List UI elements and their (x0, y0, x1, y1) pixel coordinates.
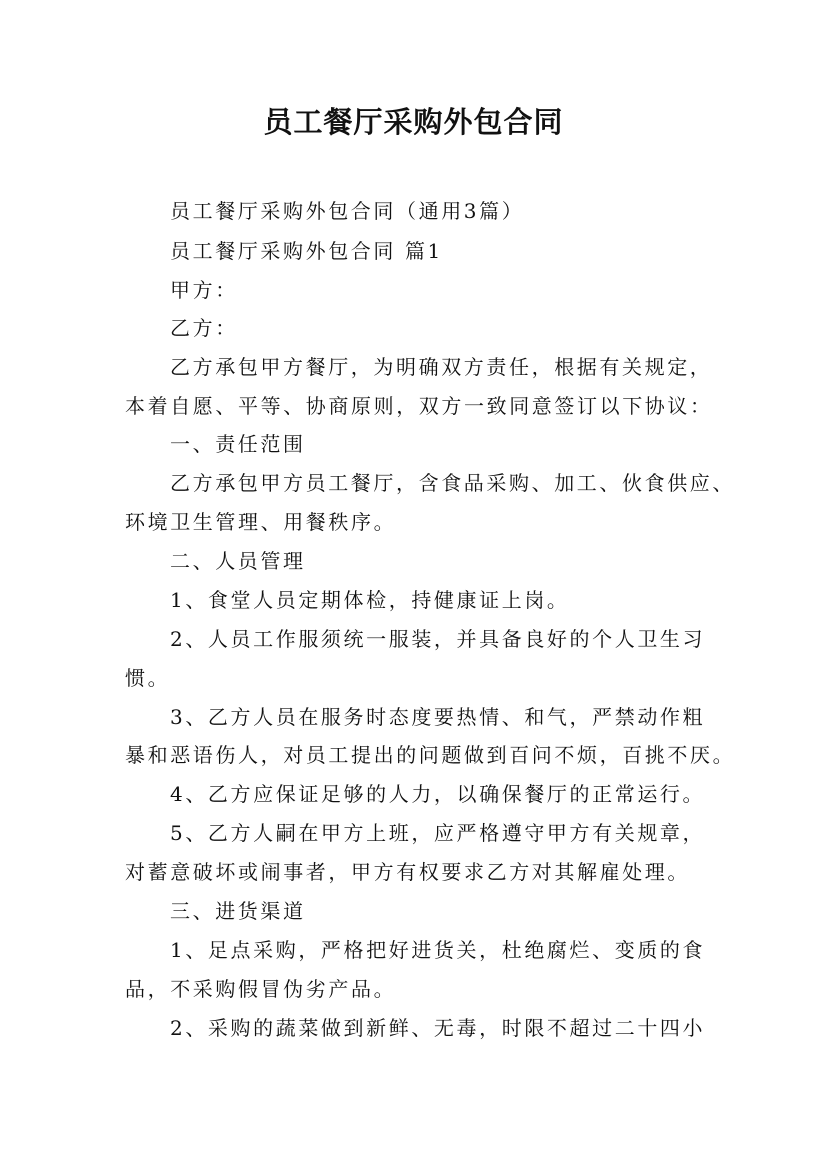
subtitle-line: 员工餐厅采购外包合同（通用3篇） (170, 199, 525, 223)
clause-heading-line: 二、人员管理 (170, 549, 306, 573)
paragraph-line: 对蓄意破坏或闹事者，甲方有权要求乙方对其解雇处理。 (125, 860, 690, 884)
party-a-line: 甲方： (170, 278, 238, 302)
paragraph-line: 1、足点采购，严格把好进货关，杜绝腐烂、变质的食 (170, 938, 706, 962)
paragraph-line: 4、乙方应保证足够的人力，以确保餐厅的正常运行。 (170, 782, 706, 806)
clause-heading-line: 一、责任范围 (170, 432, 306, 456)
paragraph-line: 2、采购的蔬菜做到新鲜、无毒，时限不超过二十四小 (170, 1016, 706, 1040)
paragraph-line: 3、乙方人员在服务时态度要热情、和气，严禁动作粗 (170, 705, 706, 729)
paragraph-line: 1、食堂人员定期体检，持健康证上岗。 (170, 588, 570, 612)
paragraph-line: 品，不采购假冒伪劣产品。 (125, 977, 397, 1001)
paragraph-line: 环境卫生管理、用餐秩序。 (125, 510, 397, 534)
document-title: 员工餐厅采购外包合同 (263, 105, 564, 139)
paragraph-line: 乙方承包甲方员工餐厅，含食品采购、加工、伙食供应、 (170, 471, 735, 495)
paragraph-line: 本着自愿、平等、协商原则，双方一致同意签订以下协议： (125, 394, 713, 418)
paragraph-line: 乙方承包甲方餐厅，为明确双方责任，根据有关规定， (170, 355, 713, 379)
paragraph-line: 5、乙方人嗣在甲方上班，应严格遵守甲方有关规章， (170, 821, 706, 845)
section-heading-line: 员工餐厅采购外包合同 篇1 (170, 239, 443, 263)
clause-heading-line: 三、进货渠道 (170, 899, 306, 923)
paragraph-line: 2、人员工作服须统一服装，并具备良好的个人卫生习 (170, 627, 706, 651)
party-b-line: 乙方： (170, 316, 238, 340)
paragraph-line: 惯。 (125, 666, 171, 690)
paragraph-line: 暴和恶语伤人，对员工提出的问题做到百问不烦，百挑不厌。 (125, 743, 736, 767)
